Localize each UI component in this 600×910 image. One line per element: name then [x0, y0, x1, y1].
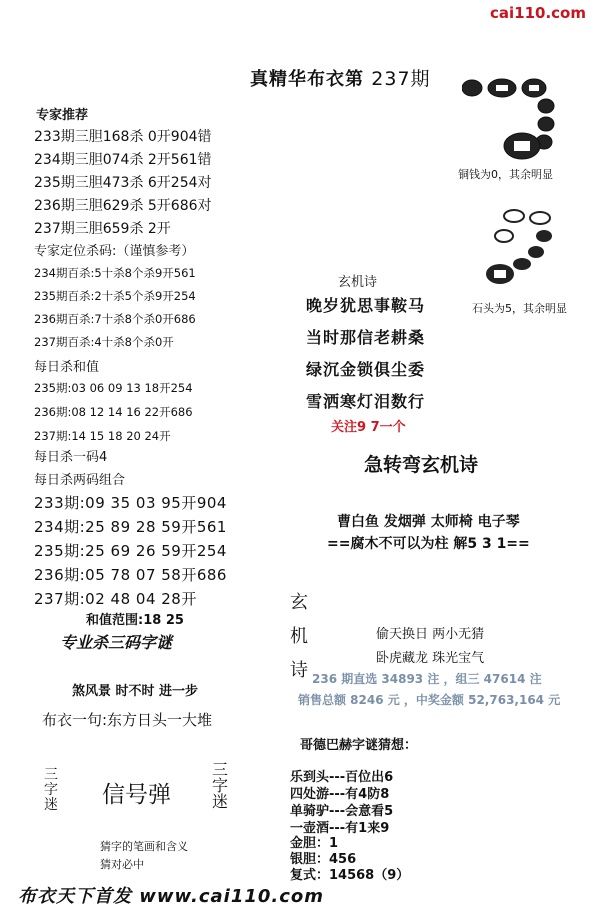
two-code-line: 233期:09 35 03 95开904	[34, 494, 227, 512]
position-heading: 专家定位杀码:（谨慎参考）	[34, 244, 195, 259]
godel-heading: 哥德巴赫字谜猜想：	[300, 738, 418, 753]
stone-chain-illustration	[484, 208, 564, 290]
expert-line: 234期三胆074杀 2开561错	[34, 152, 212, 168]
expert-line: 235期三胆473杀 6开254对	[34, 175, 212, 191]
coin-caption-1: 铜钱为0，其余明显	[458, 168, 553, 181]
godel-line: 单骑驴---会意看5	[290, 804, 394, 819]
two-code-line: 234期:25 89 28 59开561	[34, 518, 227, 536]
godel-gold: 金胆：1	[290, 836, 339, 851]
godel-line: 乐到头---百位出6	[290, 770, 394, 785]
title-text: 真精华布衣第	[250, 69, 364, 90]
position-line: 234期百杀:5十杀8个杀9开561	[34, 266, 196, 280]
poem-line: 绿沉金锁俱尘委	[306, 360, 426, 379]
coin-chain-illustration	[462, 76, 562, 164]
poem2-char: 机	[290, 626, 308, 647]
footer-banner[interactable]: 布衣天下首发 www.cai110.com	[18, 886, 325, 907]
expert-line: 236期三胆629杀 5开686对	[34, 198, 212, 214]
coin-caption-2: 石头为5，其余明显	[472, 302, 567, 315]
poem2-char: 玄	[290, 592, 308, 613]
two-code-line: 235期:25 69 26 59开254	[34, 542, 227, 560]
godel-silver: 银胆：456	[290, 852, 357, 867]
godel-multi: 复式：14568（9）	[290, 868, 410, 883]
riddle-decode: ==腐木不可以为柱 解5 3 1==	[327, 536, 530, 552]
page-title	[250, 64, 431, 91]
signal-right: 三字迷	[212, 760, 229, 811]
godel-line: 四处游---有4防8	[290, 787, 390, 802]
sum-line: 236期:08 12 14 16 22开686	[34, 405, 193, 419]
signal-center: 信号弹	[102, 782, 171, 808]
guess-note: 猜对必中	[100, 858, 144, 871]
two-code-line: 237期:02 48 04 28开	[34, 590, 197, 608]
two-code-heading: 每日杀两码组合	[34, 473, 126, 488]
scenery-line: 煞风景 时不时 进一步	[72, 684, 199, 699]
title-issue: 237期	[371, 68, 431, 90]
poem-note: 关注9 7一个	[331, 420, 406, 435]
godel-line: 一壶酒---有1来9	[290, 821, 390, 836]
poem-line: 雪洒寒灯泪数行	[306, 392, 426, 411]
poem2-line: 偷天换日 两小无猜	[376, 627, 485, 642]
sum-range: 和值范围:18 25	[86, 613, 184, 628]
poem-line: 晚岁犹思事鞍马	[306, 296, 426, 315]
sum-heading: 每日杀和值	[34, 360, 100, 375]
expert-line: 237期三胆659杀 2开	[34, 221, 171, 237]
guess-note: 猜字的笔画和含义	[100, 840, 188, 853]
poem2-char: 诗	[290, 660, 308, 681]
stats-line: 销售总额 8246 元 ，中奖金额 52,763,164 元	[298, 693, 561, 707]
buyi-line: 布衣一句:东方日头一大堆	[42, 711, 213, 729]
position-line: 237期百杀:4十杀8个杀0开	[34, 335, 174, 349]
site-logo[interactable]: cai110.com	[490, 4, 586, 22]
position-line: 235期百杀:2十杀5个杀9开254	[34, 289, 196, 303]
stats-line: 236 期直选 34893 注 ，组三 47614 注	[312, 672, 542, 686]
kill3-title: 专业杀三码字谜	[60, 633, 173, 652]
poem-line: 当时那信老耕桑	[306, 328, 426, 347]
sum-line: 235期:03 06 09 13 18开254	[34, 381, 193, 395]
expert-heading: 专家推荐	[36, 108, 89, 123]
riddle-items: 曹白鱼 发烟弹 太师椅 电子琴	[337, 514, 520, 530]
signal-left: 三字迷	[44, 767, 58, 813]
sum-line: 237期:14 15 18 20 24开	[34, 429, 171, 443]
position-line: 236期百杀:7十杀8个杀0开686	[34, 312, 196, 326]
kill-one: 每日杀一码4	[34, 450, 108, 465]
two-code-line: 236期:05 78 07 58开686	[34, 566, 227, 584]
expert-line: 233期三胆168杀 0开904错	[34, 129, 212, 145]
poem2-line: 卧虎藏龙 珠光宝气	[376, 651, 485, 666]
riddle-headline: 急转弯玄机诗	[364, 454, 479, 476]
xuanji-heading: 玄机诗	[338, 275, 378, 290]
